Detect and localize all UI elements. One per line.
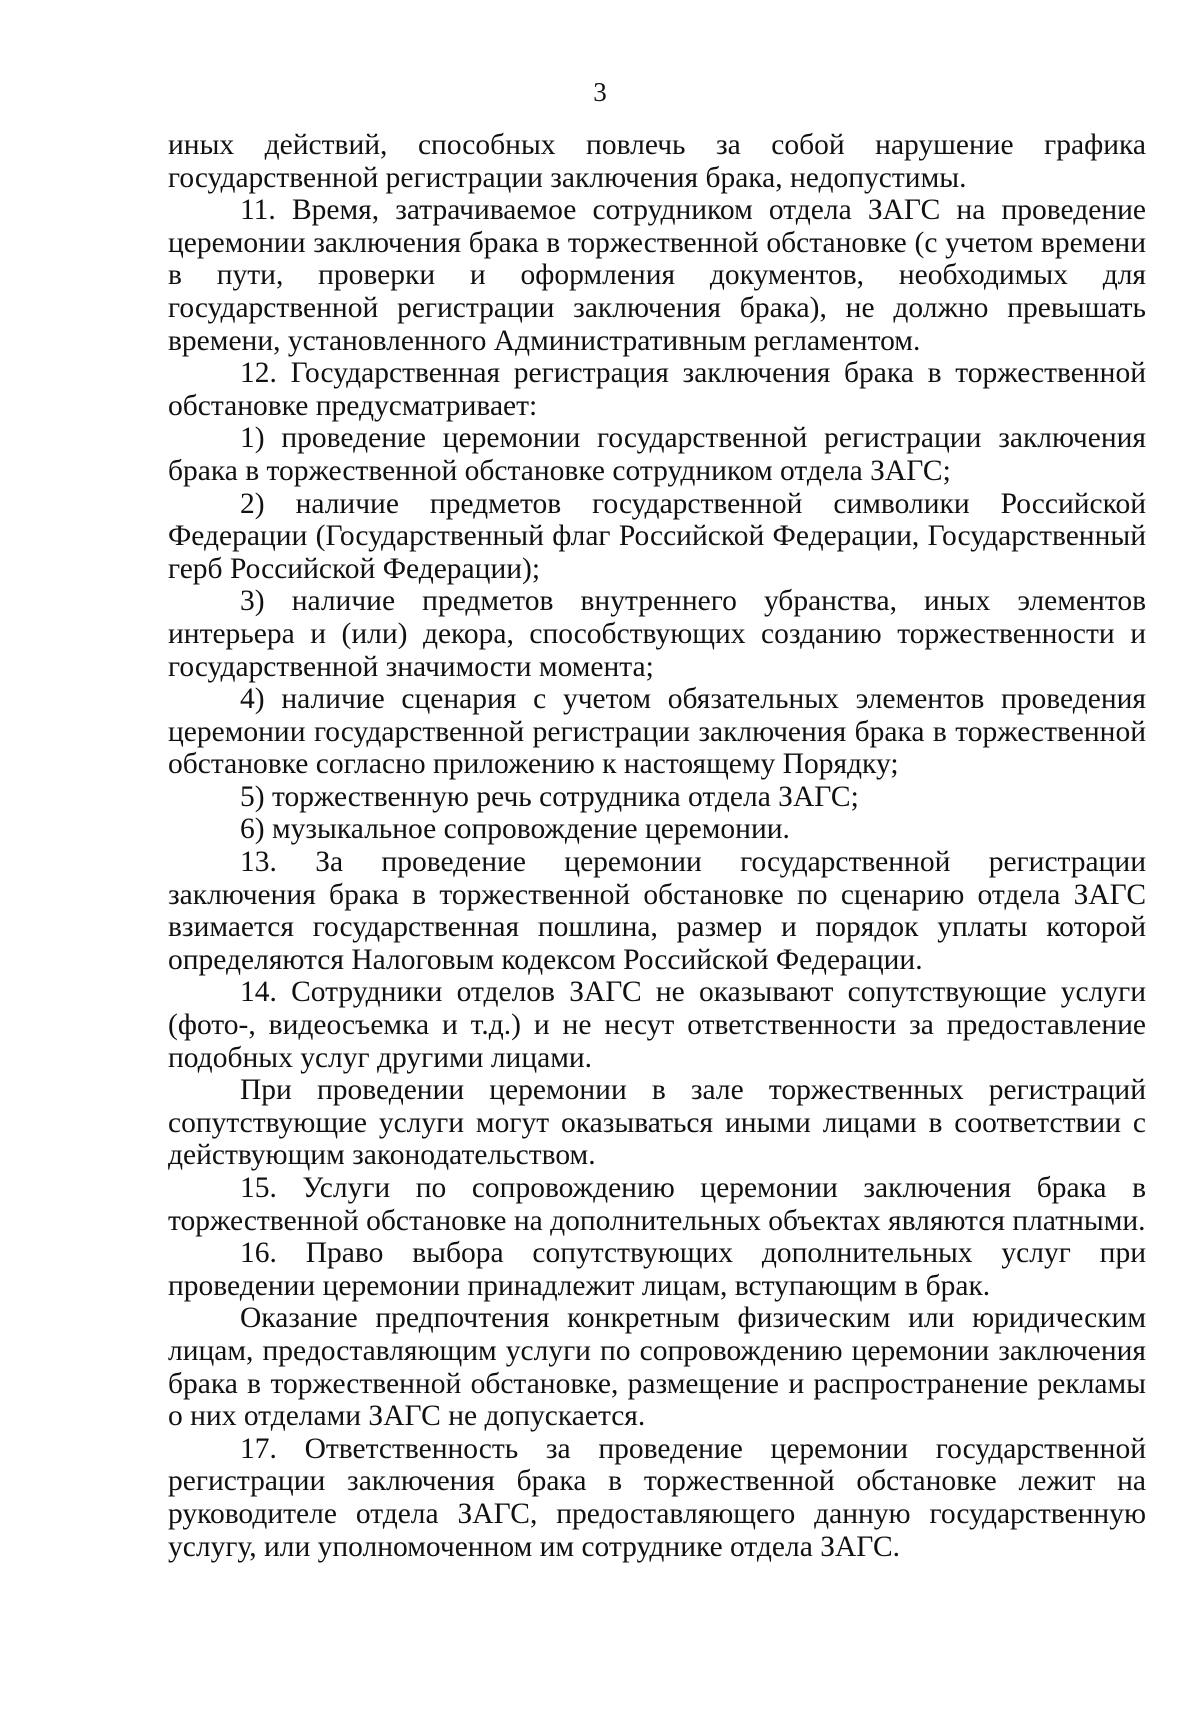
paragraph-item-15: 15. Услуги по сопровождению церемонии заключения брака в торжественной обстановке на дополнительных объектах являются платными.: [168, 1172, 1146, 1237]
paragraph-16-continuation: Оказание предпочтения конкретным физическим или юридическим лицам, предоставляющим услуги по сопровождению церемонии заключения брака в торжественной обстановке, размещение и распространение рекламы о них отделами ЗАГС не допускается.: [168, 1302, 1146, 1433]
paragraph-item-11: 11. Время, затрачиваемое сотрудником отдела ЗАГС на проведение церемонии заключения брака в торжественной обстановке (с учетом времени в пути, проверки и оформления документов, необходимых для государственной регистрации заключения брака), не должно превышать времени, установленного Административным регламентом.: [168, 194, 1146, 357]
paragraph-item-13: 13. За проведение церемонии государственной регистрации заключения брака в торжественной обстановке по сценарию отдела ЗАГС взимается государственная пошлина, размер и порядок уплаты которой определяются Налоговым кодексом Российской Федерации.: [168, 846, 1146, 976]
page-number: 3: [593, 77, 607, 107]
list-item-5: 5) торжественную речь сотрудника отдела ЗАГС;: [240, 780, 859, 813]
document-body: [168, 129, 1146, 1563]
paragraph-item-16: 16. Право выбора сопутствующих дополнительных услуг при проведении церемонии принадлежит лицам, вступающим в брак.: [168, 1237, 1146, 1302]
list-item-3: 3) наличие предметов внутреннего убранства, иных элементов интерьера и (или) декора, способствующих созданию торжественности и государственной значимости момента;: [168, 585, 1146, 683]
list-item-6: 6) музыкальное сопровождение церемонии.: [240, 813, 790, 846]
paragraph-item-12: 12. Государственная регистрация заключения брака в торжественной обстановке предусматривает:: [168, 357, 1146, 422]
list-item-4: 4) наличие сценария с учетом обязательных элементов проведения церемонии государственной регистрации заключения брака в торжественной обстановке согласно приложению к настоящему Порядку;: [168, 683, 1146, 781]
paragraph-14-continuation: При проведении церемонии в зале торжественных регистраций сопутствующие услуги могут оказываться иными лицами в соответствии с действующим законодательством.: [168, 1074, 1146, 1172]
list-item-1: 1) проведение церемонии государственной регистрации заключения брака в торжественной обстановке сотрудником отдела ЗАГС;: [168, 422, 1146, 487]
list-item-2: 2) наличие предметов государственной символики Российской Федерации (Государственный флаг Российской Федерации, Государственный герб Российской Федерации);: [168, 487, 1146, 585]
paragraph-item-17: 17. Ответственность за проведение церемонии государственной регистрации заключения брака в торжественной обстановке лежит на руководителе отдела ЗАГС, предоставляющего данную государственную услугу, или уполномоченном им сотруднике отдела ЗАГС.: [168, 1432, 1146, 1563]
paragraph-item-14: 14. Сотрудники отделов ЗАГС не оказывают сопутствующие услуги (фото-, видеосъемка и т.д.) и не несут ответственности за предоставление подобных услуг другими лицами.: [168, 976, 1146, 1074]
paragraph-continuation: иных действий, способных повлечь за собой нарушение графика государственной регистрации заключения брака, недопустимы.: [168, 129, 1146, 194]
